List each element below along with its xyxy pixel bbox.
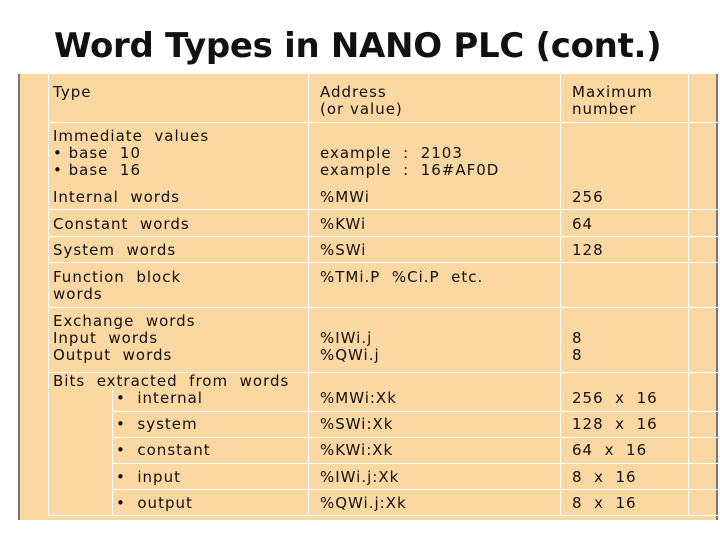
row-address: example : 2103 example : 16#AF0D xyxy=(320,144,500,179)
header-address: Address (or value) xyxy=(320,83,403,118)
row-divider xyxy=(48,236,718,237)
row-address: %MWi xyxy=(320,188,370,206)
row-divider xyxy=(112,437,718,438)
row-address: %SWi xyxy=(320,241,367,259)
row-address: %IWi.j:Xk xyxy=(320,468,400,486)
row-maximum: 8 8 xyxy=(572,329,583,364)
row-address: %MWi:Xk xyxy=(320,389,397,407)
row-type: Bits extracted from words xyxy=(53,372,290,390)
row-divider xyxy=(112,411,718,412)
row-type: • output xyxy=(116,494,193,512)
column-divider xyxy=(308,74,309,516)
row-maximum: 8 x 16 xyxy=(572,494,637,512)
row-divider xyxy=(48,122,718,123)
row-address: %IWi.j %QWi.j xyxy=(320,329,380,364)
column-divider xyxy=(112,386,113,516)
row-address: %QWi.j:Xk xyxy=(320,494,407,512)
row-divider xyxy=(48,307,718,308)
header-type: Type xyxy=(53,83,92,101)
row-type: System words xyxy=(53,241,177,259)
row-type: Constant words xyxy=(53,215,190,233)
row-maximum: 256 x 16 xyxy=(572,389,658,407)
word-types-table xyxy=(18,74,718,520)
slide-title: Word Types in NANO PLC (cont.) xyxy=(54,26,662,66)
row-maximum: 128 xyxy=(572,241,604,259)
row-maximum: 8 x 16 xyxy=(572,468,637,486)
row-type: • constant xyxy=(116,441,211,459)
row-address: %KWi:Xk xyxy=(320,441,394,459)
row-divider xyxy=(48,209,718,210)
row-type: Internal words xyxy=(53,188,181,206)
row-maximum: 64 x 16 xyxy=(572,441,648,459)
row-type: • input xyxy=(116,468,181,486)
row-divider xyxy=(48,262,718,263)
row-maximum: 64 xyxy=(572,215,594,233)
row-divider xyxy=(112,463,718,464)
header-maximum: Maximum number xyxy=(572,83,653,118)
row-divider xyxy=(48,515,718,516)
column-divider xyxy=(48,74,49,516)
column-divider xyxy=(688,74,689,516)
row-address: %KWi xyxy=(320,215,367,233)
row-address: %SWi:Xk xyxy=(320,415,394,433)
row-maximum: 256 xyxy=(572,188,604,206)
row-divider xyxy=(112,489,718,490)
row-type: Function block words xyxy=(53,268,182,303)
row-maximum: 128 x 16 xyxy=(572,415,658,433)
column-divider xyxy=(560,74,561,516)
row-type: Immediate values • base 10 • base 16 xyxy=(53,127,210,179)
row-type: Exchange words Input words Output words xyxy=(53,312,196,364)
row-type: • system xyxy=(116,415,198,433)
row-type: • internal xyxy=(116,389,203,407)
row-address: %TMi.P %Ci.P etc. xyxy=(320,268,484,286)
